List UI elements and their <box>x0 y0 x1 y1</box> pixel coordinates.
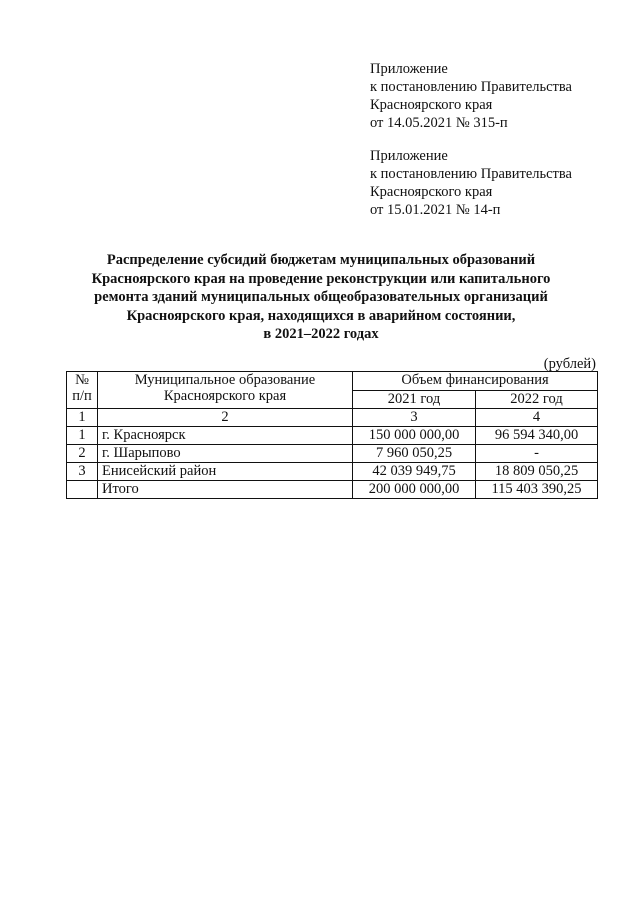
appendix-1-line-3: Красноярского края <box>370 97 493 113</box>
units-label: (рублей) <box>543 356 596 372</box>
title-line-5: в 2021–2022 годах <box>263 326 379 343</box>
appendix-2-line-1: Приложение <box>370 148 448 164</box>
total-label: Итого <box>98 481 353 499</box>
column-number-2: 2 <box>98 409 353 427</box>
column-number-4: 4 <box>476 409 598 427</box>
row-amount-2022: 96 594 340,00 <box>476 427 598 445</box>
table-row <box>67 427 598 445</box>
row-municipality: г. Красноярск <box>98 427 353 445</box>
header-number-line-1: № <box>75 372 89 388</box>
header-year-2022: 2022 год <box>476 390 598 409</box>
table-row <box>67 445 598 463</box>
title-line-1: Распределение субсидий бюджетам муниципальных образований <box>106 252 536 268</box>
title-line-2: Красноярского края на проведение реконструкции или капитального <box>91 270 551 287</box>
column-number-3: 3 <box>353 409 476 427</box>
total-number <box>67 481 98 499</box>
total-amount-2022: 115 403 390,25 <box>476 481 598 499</box>
appendix-block-2 <box>370 147 572 219</box>
row-amount-2022: - <box>476 445 598 463</box>
row-number: 3 <box>67 463 98 481</box>
header-number-line-2: п/п <box>72 388 92 404</box>
total-row <box>67 481 598 499</box>
header-municipality-line-2: Красноярского края <box>163 388 287 404</box>
appendix-block-1 <box>370 60 572 132</box>
column-number-1: 1 <box>67 409 98 427</box>
row-amount-2022: 18 809 050,25 <box>476 463 598 481</box>
appendix-1-line-4: от 14.05.2021 № 315-п <box>370 115 508 131</box>
total-amount-2021: 200 000 000,00 <box>353 481 476 499</box>
column-number-row <box>67 409 598 427</box>
row-amount-2021: 42 039 949,75 <box>353 463 476 481</box>
header-municipality-line-1: Муниципальное образование <box>134 372 316 388</box>
header-municipality <box>98 372 353 409</box>
funding-table <box>66 371 598 499</box>
row-number: 2 <box>67 445 98 463</box>
title-line-3: ремонта зданий муниципальных общеобразовательных организаций <box>94 289 548 306</box>
row-amount-2021: 7 960 050,25 <box>353 445 476 463</box>
row-amount-2021: 150 000 000,00 <box>353 427 476 445</box>
header-funding: Объем финансирования <box>353 372 598 391</box>
table-row <box>67 463 598 481</box>
row-municipality: г. Шарыпово <box>98 445 353 463</box>
table-header-row-1 <box>67 372 598 391</box>
row-municipality: Енисейский район <box>98 463 353 481</box>
row-number: 1 <box>67 427 98 445</box>
title-line-4: Красноярского края, находящихся в аварийном состоянии, <box>126 307 516 324</box>
appendix-2-line-3: Красноярского края <box>370 184 493 200</box>
appendix-2-line-4: от 15.01.2021 № 14-п <box>370 202 501 218</box>
appendix-1-line-1: Приложение <box>370 61 448 77</box>
appendix-1-line-2: к постановлению Правительства <box>370 79 572 95</box>
appendix-2-line-2: к постановлению Правительства <box>370 166 572 182</box>
document-title <box>60 251 582 344</box>
header-year-2021: 2021 год <box>353 390 476 409</box>
header-number <box>67 372 98 409</box>
